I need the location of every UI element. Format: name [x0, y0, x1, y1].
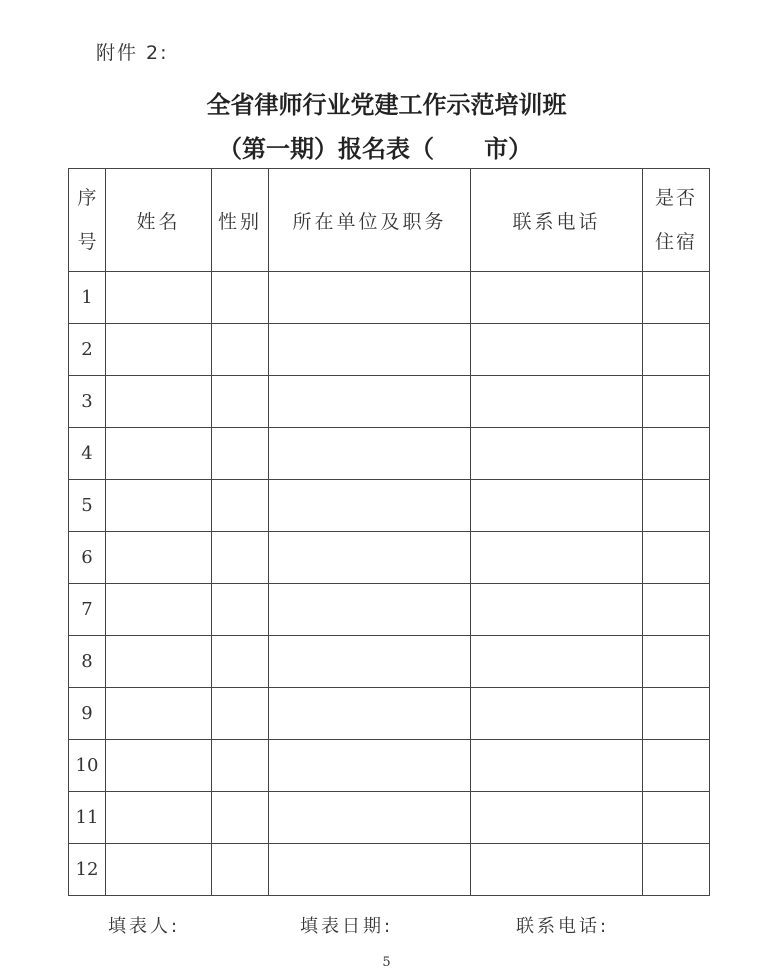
header-stay [643, 169, 710, 272]
stay-cell[interactable] [643, 740, 710, 792]
unit-position-cell[interactable] [269, 480, 471, 532]
table-row [69, 844, 710, 896]
phone-cell[interactable] [471, 584, 643, 636]
row-number: 3 [69, 376, 106, 428]
table-row [69, 584, 710, 636]
row-number: 2 [69, 324, 106, 376]
stay-cell[interactable] [643, 376, 710, 428]
table-row [69, 792, 710, 844]
stay-cell[interactable] [643, 324, 710, 376]
header-seq [69, 169, 106, 272]
row-number: 10 [69, 740, 106, 792]
phone-cell[interactable] [471, 792, 643, 844]
stay-cell[interactable] [643, 844, 710, 896]
header-phone: 联系电话 [471, 169, 643, 272]
name-cell[interactable] [106, 740, 212, 792]
header-seq-line2: 号 [77, 231, 97, 253]
gender-cell[interactable] [212, 688, 269, 740]
phone-cell[interactable] [471, 844, 643, 896]
stay-cell[interactable] [643, 792, 710, 844]
registration-table [68, 168, 710, 896]
unit-position-cell[interactable] [269, 688, 471, 740]
footer-filler-label: 填表人: [108, 916, 181, 937]
unit-position-cell[interactable] [269, 792, 471, 844]
header-unit-position: 所在单位及职务 [269, 169, 471, 272]
unit-position-cell[interactable] [269, 376, 471, 428]
name-cell[interactable] [106, 792, 212, 844]
table-row [69, 740, 710, 792]
gender-cell[interactable] [212, 532, 269, 584]
phone-cell[interactable] [471, 688, 643, 740]
stay-cell[interactable] [643, 688, 710, 740]
unit-position-cell[interactable] [269, 532, 471, 584]
page-number: 5 [382, 955, 391, 970]
table-row [69, 324, 710, 376]
phone-cell[interactable] [471, 480, 643, 532]
name-cell[interactable] [106, 688, 212, 740]
name-cell[interactable] [106, 844, 212, 896]
form-title: 全省律师行业党建工作示范培训班 [206, 90, 567, 119]
gender-cell[interactable] [212, 324, 269, 376]
phone-cell[interactable] [471, 532, 643, 584]
gender-cell[interactable] [212, 636, 269, 688]
stay-cell[interactable] [643, 636, 710, 688]
form-subtitle: （第一期）报名表（ 市） [218, 134, 533, 163]
gender-cell[interactable] [212, 376, 269, 428]
header-stay-line2: 住宿 [654, 231, 697, 253]
table-row [69, 272, 710, 324]
unit-position-cell[interactable] [269, 584, 471, 636]
gender-cell[interactable] [212, 740, 269, 792]
table-row [69, 532, 710, 584]
name-cell[interactable] [106, 584, 212, 636]
unit-position-cell[interactable] [269, 324, 471, 376]
header-stay-line1: 是否 [654, 187, 697, 209]
row-number: 9 [69, 688, 106, 740]
stay-cell[interactable] [643, 480, 710, 532]
unit-position-cell[interactable] [269, 272, 471, 324]
name-cell[interactable] [106, 376, 212, 428]
row-number: 8 [69, 636, 106, 688]
gender-cell[interactable] [212, 428, 269, 480]
attachment-label: 附件 2: [96, 42, 169, 64]
gender-cell[interactable] [212, 584, 269, 636]
name-cell[interactable] [106, 324, 212, 376]
table-row [69, 480, 710, 532]
stay-cell[interactable] [643, 532, 710, 584]
name-cell[interactable] [106, 532, 212, 584]
header-seq-line1: 序 [77, 187, 97, 209]
unit-position-cell[interactable] [269, 844, 471, 896]
row-number: 7 [69, 584, 106, 636]
name-cell[interactable] [106, 480, 212, 532]
header-name: 姓名 [106, 169, 212, 272]
phone-cell[interactable] [471, 272, 643, 324]
unit-position-cell[interactable] [269, 636, 471, 688]
name-cell[interactable] [106, 636, 212, 688]
unit-position-cell[interactable] [269, 740, 471, 792]
table-row [69, 376, 710, 428]
stay-cell[interactable] [643, 272, 710, 324]
table-row [69, 428, 710, 480]
phone-cell[interactable] [471, 376, 643, 428]
row-number: 1 [69, 272, 106, 324]
row-number: 6 [69, 532, 106, 584]
phone-cell[interactable] [471, 428, 643, 480]
stay-cell[interactable] [643, 584, 710, 636]
phone-cell[interactable] [471, 324, 643, 376]
table-row [69, 688, 710, 740]
phone-cell[interactable] [471, 740, 643, 792]
row-number: 5 [69, 480, 106, 532]
name-cell[interactable] [106, 428, 212, 480]
row-number: 12 [69, 844, 106, 896]
table-row [69, 636, 710, 688]
gender-cell[interactable] [212, 480, 269, 532]
gender-cell[interactable] [212, 844, 269, 896]
gender-cell[interactable] [212, 272, 269, 324]
footer-fill-date-label: 填表日期: [300, 916, 394, 937]
name-cell[interactable] [106, 272, 212, 324]
phone-cell[interactable] [471, 636, 643, 688]
row-number: 4 [69, 428, 106, 480]
header-gender: 性别 [212, 169, 269, 272]
table-header-row [69, 169, 710, 272]
row-number: 11 [69, 792, 106, 844]
stay-cell[interactable] [643, 428, 710, 480]
unit-position-cell[interactable] [269, 428, 471, 480]
gender-cell[interactable] [212, 792, 269, 844]
footer-contact-phone-label: 联系电话: [516, 916, 610, 937]
